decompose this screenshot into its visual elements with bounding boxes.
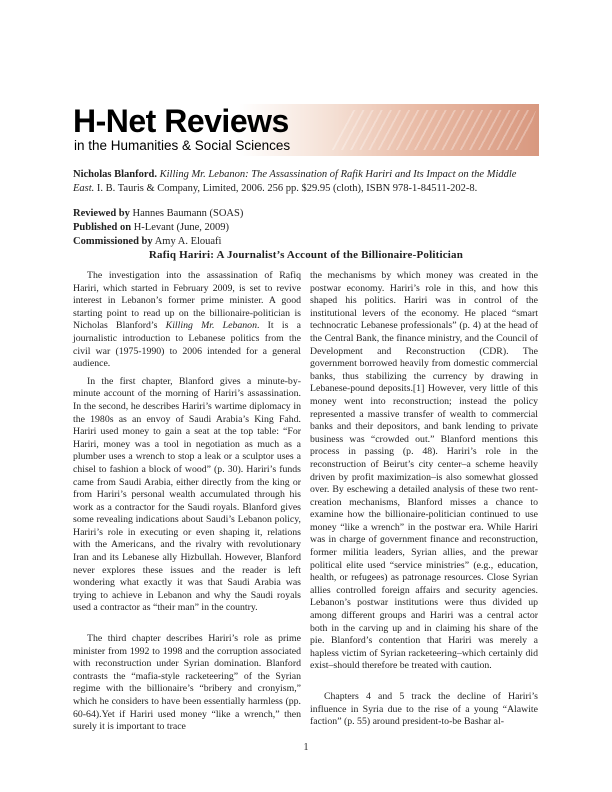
book-title: Killing Mr. Lebanon: The Assassination of Rafik Hariri and Its Impact on the Middle East. [73,169,517,194]
book-citation [73,168,539,196]
book-publication: I. B. Tauris & Company, Limited, 2006. 256 pp. $29.95 (cloth), ISBN 978-1-84511-202-8. [96,183,478,194]
paragraph-3: The third chapter describes Hariri’s role as prime minister from 1992 to 1998 and the corruption associated with reconstruction under Syrian domination. Blanford contrasts the “mafia-style racketeering” of the Syrian regime with the billionaire’s “bribery and cronyism,” which he considers to have been essentially harmless (pp. 60-64).Yet if Hariri used money “like a wrench,” then surely it is important to trace [73,633,301,733]
paragraph-2: In the first chapter, Blanford gives a minute-by-minute account of the morning of Hariri’s assassination. In the second, he describes Hariri’s wartime diplomacy in the 1980s as an envoy of Saudi Arabia’s King Fahd. Hariri used money to gain a seat at the top table: “For Hariri, money was a tool in negotiation as much as a plumber uses a wrench to stop a leak or a sculptor uses a chisel to fashion a block of wood” (p. 30). Hariri’s funds came from Saudi Arabia, either directly from the king or from Hariri’s personal wealth accumulated through his work as a contractor for the Saudi royals. Blanford gives some revealing indications about Saudi’s Lebanon policy, Hariri’s role in executing or even shaping it, relations with the Americans, and the rivalry with revolutionary Iran and its Lebanese ally Hizbullah. However, Blanford never explores these issues and the reader is left wondering what exactly it was that Saudi Arabia was trying to achieve in Lebanon and why the Saudi royals used a contractor as “their man” in the country. [73,375,301,614]
review-credits [73,207,539,249]
book-title-inline: Killing Mr. Lebanon [165,320,257,332]
commissioned-by-line: Commissioned by Amy A. Elouafi [73,236,222,247]
hnet-tagline: in the Humanities & Social Sciences [74,138,291,153]
paragraph-1: The investigation into the assassination of Rafiq Hariri, which started in February 2009, is set to revive interest in Lebanon’s former prime minister. A good starting point to read up on the billionaire-politician is Nicholas Blanford’s Killing Mr. Lebanon. It is a journalistic introduction to Lebanese politics from the civil war (1975-1990) to 2006 intended for a general audience. [73,270,301,370]
hnet-banner [73,104,539,156]
book-author: Nicholas Blanford. [73,169,158,180]
hnet-reviews-logo: H-Net Reviews [73,104,289,139]
reviewed-by-line: Reviewed by Hannes Baumann (SOAS) [73,208,244,219]
commissioner-name: Amy A. Elouafi [154,236,222,247]
paragraph-3-continued: the mechanisms by which money was created in the postwar economy. Hariri’s role in this, and how this shaped his politics. Hariri was in control of the institutional levers of the economy. He placed “smart technocratic Lebanese professionals” (p. 4) at the head of the Central Bank, the finance ministry, and the Council of Development and Reconstruction (CDR). The government borrowed heavily from domestic commercial banks, thus stabilizing the currency by drawing in Lebanese-pound deposits.[1] However, very little of this money went into reconstruction; instead the policy represented a massive transfer of wealth to commercial banks and their depositors, and bank lending to private business was “crowded out.” Blanford mentions this process in passing (p. 48). Hariri’s role in the reconstruction of Beirut’s city center–a scheme heavily driven by profit maximization–is also somewhat glossed over. By eschewing a detailed analysis of these two rent-creation mechanisms, Blanford misses a chance to examine how the billionaire-politician continued to use money “like a wrench” in the postwar era. While Hariri was in charge of government finance and reconstruction, former militia leaders, Syrian allies, and the prewar political elite used “service ministries” (e.g., education, health, or refugees) as patronage resources. Close Syrian allies controlled foreign affairs and security agencies. Lebanon’s postwar institutions were thus divided up among different groups and Hariri was a central actor both in the carving up and in claiming his share of the pie. Blanford’s contention that Hariri was merely a hapless victim of Syrian racketeering–which certainly did exist–should therefore be treated with caution. [310,270,538,672]
body-column-left [73,270,301,734]
page-number: 1 [303,742,309,753]
published-venue: H-Levant (June, 2009) [133,222,230,233]
published-on-line: Published on H-Levant (June, 2009) [73,222,230,233]
review-title: Rafiq Hariri: A Journalist’s Account of the Billionaire-Politician [148,249,464,261]
body-column-right [310,270,538,729]
banner-keyboard-keys [332,110,537,150]
reviewer-name: Hannes Baumann (SOAS) [132,208,244,219]
paragraph-4: Chapters 4 and 5 track the decline of Hariri’s influence in Syria due to the rise of a young “Alawite faction” (p. 55) around president-to-be Bashar al- [310,691,538,728]
